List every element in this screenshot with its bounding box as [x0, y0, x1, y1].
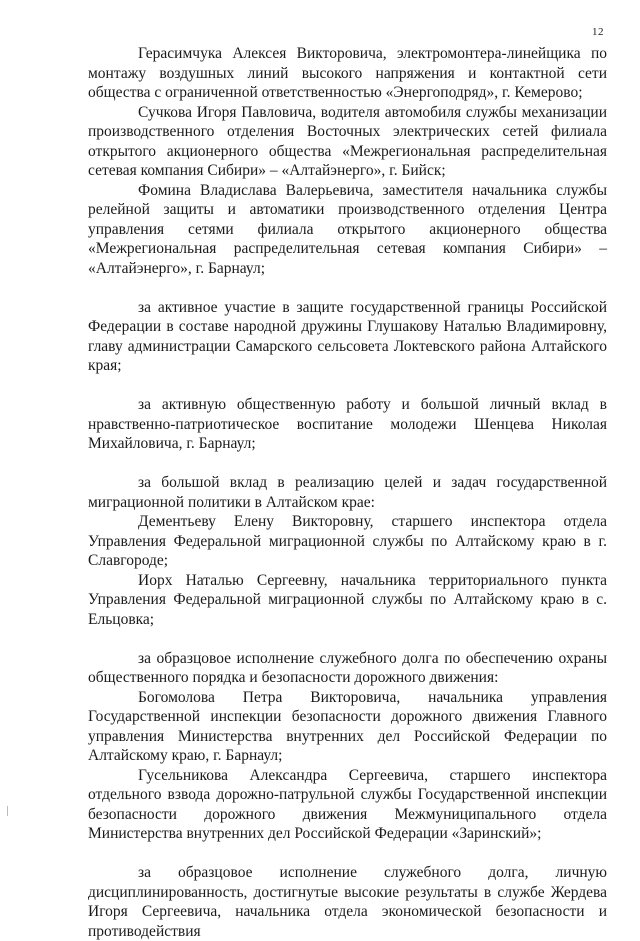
- paragraph: Гусельникова Александра Сергеевича, старшего инспектора отдельного взвода дорожно-патрульной службы Государственной инспекции безопасности дорожного движения Межмуниципального отдела Министерства внутренних дел Российской Федерации «Заринский»;: [88, 766, 607, 842]
- paragraph: за активное участие в защите государственной границы Российской Федерации в составе народной дружины Глушакову Наталью Владимировну, главу администрации Самарского сельсовета Локтевского района Алтайского края;: [88, 298, 607, 374]
- page-number: 12: [592, 26, 604, 38]
- paragraph: за активную общественную работу и большой личный вклад в нравственно-патриотическое воспитание молодежи Шенцева Николая Михайловича, г. Барнаул;: [88, 396, 607, 452]
- paragraph: за большой вклад в реализацию целей и задач государственной миграционной политики в Алтайском крае:: [88, 474, 607, 511]
- paragraph: за образцовое исполнение служебного долга по обеспечению охраны общественного порядка и безопасности дорожного движения:: [88, 649, 607, 686]
- paragraph: Сучкова Игоря Павловича, водителя автомобиля службы механизации производственного отделения Восточных электрических сетей филиала открытого акционерного общества «Межрегиональная распределительная сетевая компания Сибири» – «Алтайэнерго», г. Бийск;: [88, 103, 607, 179]
- paragraph: Герасимчука Алексея Викторовича, электромонтера-линейщика по монтажу воздушных линий высокого напряжения и контактной сети общества с ограниченной ответственностью «Энергоподряд», г. Кемерово;: [88, 45, 607, 101]
- paragraph: Богомолова Петра Викторовича, начальника управления Государственной инспекции безопасности дорожного движения Главного управления Министерства внутренних дел Российской Федерации по Алтайскому краю, г. Барнаул;: [88, 688, 607, 764]
- paragraph: Дементьеву Елену Викторовну, старшего инспектора отдела Управления Федеральной миграционной службы по Алтайскому краю в г. Славгороде;: [88, 513, 607, 569]
- paragraph: Фомина Владислава Валерьевича, заместителя начальника службы релейной защиты и автоматики производственного отделения Центра управления сетями филиала открытого акционерного общества «Межрегиональная распределительная сетевая компания Сибири» – «Алтайэнерго», г. Барнаул;: [88, 181, 607, 277]
- document-body: [88, 44, 607, 941]
- paragraph: Иорх Наталью Сергеевну, начальника территориального пункта Управления Федеральной миграционной службы по Алтайскому краю в с. Ельцовка;: [88, 571, 607, 628]
- scan-artifact: [7, 806, 8, 816]
- paragraph: за образцовое исполнение служебного долга, личную дисциплинированность, достигнутые высокие результаты в службе Жердева Игоря Сергеевича, начальника отдела экономической безопасности и противодействия: [88, 864, 607, 940]
